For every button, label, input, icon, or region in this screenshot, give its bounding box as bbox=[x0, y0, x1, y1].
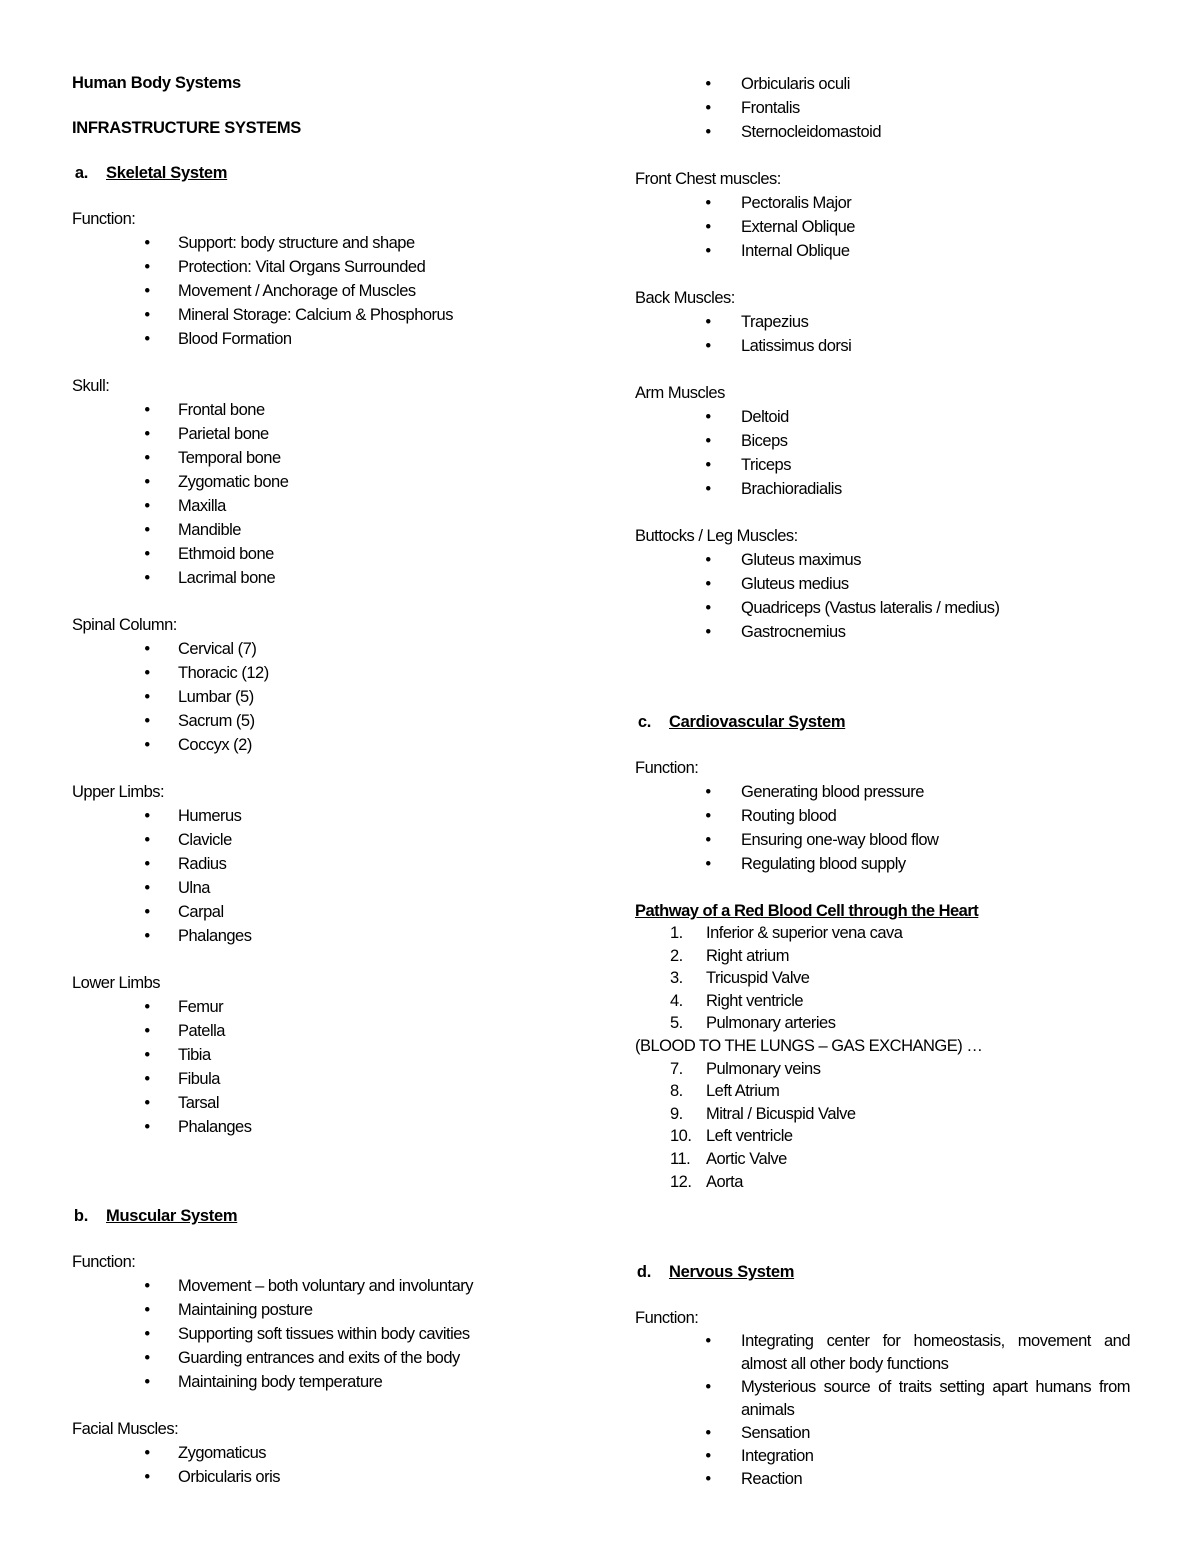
list-item-text: Trapezius bbox=[741, 313, 809, 331]
bullet-icon: • bbox=[144, 664, 150, 682]
bullet-icon: • bbox=[144, 545, 150, 563]
bullet-icon: • bbox=[144, 1046, 150, 1064]
list-item-text: Lacrimal bone bbox=[178, 569, 276, 587]
item-number: 10. bbox=[670, 1127, 692, 1146]
list-item bbox=[72, 900, 592, 924]
numbered-item bbox=[635, 1125, 1130, 1148]
list-item bbox=[72, 1043, 592, 1067]
function-label: Function: bbox=[72, 1253, 136, 1271]
list-item bbox=[635, 828, 1130, 852]
numbered-item bbox=[635, 1148, 1130, 1171]
item-number: 5. bbox=[670, 1014, 683, 1033]
back-muscles-label: Back Muscles: bbox=[635, 289, 735, 307]
bullet-list bbox=[635, 1330, 1130, 1491]
list-item bbox=[635, 239, 1130, 263]
pathway-note: (BLOOD TO THE LUNGS – GAS EXCHANGE) … bbox=[635, 1036, 983, 1055]
section-title: Skeletal System bbox=[106, 164, 228, 182]
section-letter: d. bbox=[636, 1263, 651, 1282]
list-item-text: Gastrocnemius bbox=[741, 623, 846, 641]
function-label: Function: bbox=[72, 210, 136, 228]
list-item bbox=[72, 1346, 592, 1370]
list-item bbox=[72, 1298, 592, 1322]
list-item bbox=[72, 1067, 592, 1091]
list-item-text: External Oblique bbox=[741, 218, 855, 236]
list-item-text: Phalanges bbox=[178, 1118, 252, 1136]
bullet-list bbox=[635, 310, 1130, 358]
bullet-icon: • bbox=[144, 1325, 150, 1343]
bullet-list bbox=[635, 548, 1130, 644]
list-item bbox=[72, 470, 592, 494]
bullet-icon: • bbox=[705, 432, 711, 450]
list-item-text: Generating blood pressure bbox=[741, 783, 924, 801]
bullet-icon: • bbox=[144, 1277, 150, 1295]
list-item bbox=[635, 1376, 1130, 1422]
list-item bbox=[72, 1441, 592, 1465]
list-item-text: Reaction bbox=[741, 1470, 803, 1489]
bullet-icon: • bbox=[705, 575, 711, 593]
list-item bbox=[635, 453, 1130, 477]
list-item-text: Guarding entrances and exits of the body bbox=[178, 1349, 460, 1367]
list-item-text: Mineral Storage: Calcium & Phosphorus bbox=[178, 306, 453, 324]
bullet-icon: • bbox=[144, 497, 150, 515]
item-number: 2. bbox=[670, 946, 683, 965]
bullet-list bbox=[72, 995, 592, 1139]
bullet-icon: • bbox=[705, 456, 711, 474]
list-item-text: Parietal bone bbox=[178, 425, 269, 443]
item-number: 11. bbox=[670, 1149, 691, 1168]
list-item-text: Supporting soft tissues within body cavities bbox=[178, 1325, 470, 1343]
list-item bbox=[72, 661, 592, 685]
list-item-text: Maxilla bbox=[178, 497, 226, 515]
list-item-text: Regulating blood supply bbox=[741, 855, 906, 873]
bullet-list bbox=[72, 231, 592, 351]
list-item bbox=[635, 96, 1130, 120]
item-text: Pulmonary veins bbox=[706, 1059, 821, 1078]
document-subtitle: INFRASTRUCTURE SYSTEMS bbox=[72, 119, 301, 137]
list-item bbox=[72, 422, 592, 446]
list-item bbox=[72, 255, 592, 279]
bullet-icon: • bbox=[144, 1444, 150, 1462]
list-item-text: Mandible bbox=[178, 521, 241, 539]
list-item-text: Zygomatic bone bbox=[178, 473, 289, 491]
numbered-item bbox=[635, 945, 1130, 968]
list-item bbox=[72, 1322, 592, 1346]
list-item-text: Frontalis bbox=[741, 99, 800, 117]
item-number: 12. bbox=[670, 1172, 692, 1191]
item-number: 4. bbox=[670, 991, 683, 1010]
bullet-icon: • bbox=[144, 306, 150, 324]
list-item-text: Gluteus maximus bbox=[741, 551, 861, 569]
list-item-text: Brachioradialis bbox=[741, 480, 842, 498]
bullet-icon: • bbox=[705, 480, 711, 498]
list-item-text: Quadriceps (Vastus lateralis / medius) bbox=[741, 599, 1000, 617]
numbered-list bbox=[635, 1058, 1130, 1194]
list-item bbox=[72, 733, 592, 757]
list-item-text: Maintaining body temperature bbox=[178, 1373, 383, 1391]
list-item bbox=[72, 303, 592, 327]
bullet-list bbox=[635, 405, 1130, 501]
list-item-text: Lumbar (5) bbox=[178, 688, 254, 706]
bullet-list bbox=[635, 780, 1130, 876]
bullet-icon: • bbox=[705, 337, 711, 355]
list-item-text: Support: body structure and shape bbox=[178, 234, 415, 252]
list-item bbox=[72, 1274, 592, 1298]
list-item-text: Movement / Anchorage of Muscles bbox=[178, 282, 416, 300]
item-text: Inferior & superior vena cava bbox=[706, 924, 903, 942]
bullet-icon: • bbox=[705, 1470, 711, 1489]
list-item bbox=[635, 477, 1130, 501]
bullet-icon: • bbox=[705, 242, 711, 260]
list-item bbox=[72, 709, 592, 733]
list-item-text: Ulna bbox=[178, 879, 210, 897]
bullet-icon: • bbox=[705, 807, 711, 825]
item-text: Pulmonary arteries bbox=[706, 1014, 836, 1033]
bullet-list bbox=[72, 398, 592, 590]
bullet-icon: • bbox=[144, 879, 150, 897]
list-item-text: Zygomaticus bbox=[178, 1444, 267, 1462]
list-item bbox=[72, 1465, 592, 1489]
item-text: Right atrium bbox=[706, 946, 789, 965]
numbered-item bbox=[635, 922, 1130, 945]
section-heading-muscular bbox=[72, 1205, 592, 1227]
list-item bbox=[635, 804, 1130, 828]
bullet-icon: • bbox=[144, 831, 150, 849]
bullet-icon: • bbox=[705, 123, 711, 141]
section-letter: c. bbox=[637, 713, 651, 731]
item-number: 8. bbox=[670, 1082, 683, 1101]
item-number: 9. bbox=[670, 1104, 683, 1123]
bullet-list bbox=[72, 804, 592, 948]
list-item bbox=[635, 120, 1130, 144]
list-item-text: Thoracic (12) bbox=[178, 664, 269, 682]
item-text: Left Atrium bbox=[706, 1082, 780, 1101]
list-item bbox=[635, 429, 1130, 453]
document-title: Human Body Systems bbox=[72, 74, 241, 92]
list-item-text: Patella bbox=[178, 1022, 225, 1040]
skull-label: Skull: bbox=[72, 377, 110, 395]
bullet-icon: • bbox=[144, 736, 150, 754]
list-item-text: Integrating center for homeostasis, movement and almost all other body functions bbox=[741, 1332, 1130, 1374]
list-item bbox=[635, 1468, 1130, 1491]
list-item bbox=[72, 1019, 592, 1043]
bullet-icon: • bbox=[705, 99, 711, 117]
arm-muscles-label: Arm Muscles bbox=[635, 384, 725, 402]
list-item bbox=[72, 446, 592, 470]
bullet-icon: • bbox=[705, 599, 711, 617]
list-item-text: Tarsal bbox=[178, 1094, 220, 1112]
list-item bbox=[635, 334, 1130, 358]
bullet-icon: • bbox=[144, 425, 150, 443]
bullet-icon: • bbox=[705, 408, 711, 426]
list-item bbox=[72, 494, 592, 518]
list-item bbox=[72, 804, 592, 828]
list-item bbox=[72, 518, 592, 542]
list-item bbox=[72, 924, 592, 948]
bullet-icon: • bbox=[144, 1022, 150, 1040]
item-number: 7. bbox=[670, 1059, 683, 1078]
section-letter: a. bbox=[74, 164, 88, 182]
list-item bbox=[72, 637, 592, 661]
bullet-icon: • bbox=[705, 1424, 711, 1443]
bullet-icon: • bbox=[144, 1468, 150, 1486]
bullet-icon: • bbox=[144, 640, 150, 658]
numbered-item bbox=[635, 1103, 1130, 1126]
bullet-icon: • bbox=[144, 998, 150, 1016]
list-item-text: Carpal bbox=[178, 903, 224, 921]
list-item bbox=[635, 1422, 1130, 1445]
list-item-text: Coccyx (2) bbox=[178, 736, 252, 754]
bullet-icon: • bbox=[705, 218, 711, 236]
bullet-icon: • bbox=[144, 1094, 150, 1112]
list-item bbox=[72, 828, 592, 852]
list-item bbox=[72, 1091, 592, 1115]
list-item-text: Ensuring one-way blood flow bbox=[741, 831, 939, 849]
bullet-list bbox=[72, 637, 592, 757]
list-item bbox=[635, 548, 1130, 572]
leg-muscles-label: Buttocks / Leg Muscles: bbox=[635, 527, 798, 545]
list-item-text: Ethmoid bone bbox=[178, 545, 274, 563]
bullet-icon: • bbox=[144, 927, 150, 945]
left-column bbox=[72, 72, 592, 1489]
list-item-text: Femur bbox=[178, 998, 224, 1016]
list-item-text: Sensation bbox=[741, 1424, 810, 1443]
bullet-icon: • bbox=[144, 855, 150, 873]
upper-limbs-label: Upper Limbs: bbox=[72, 783, 165, 801]
list-item-text: Humerus bbox=[178, 807, 242, 825]
list-item bbox=[72, 852, 592, 876]
list-item-text: Fibula bbox=[178, 1070, 220, 1088]
list-item-text: Routing blood bbox=[741, 807, 837, 825]
pathway-title: Pathway of a Red Blood Cell through the Heart bbox=[635, 902, 979, 920]
numbered-list bbox=[635, 922, 1130, 1035]
item-text: Tricuspid Valve bbox=[706, 969, 810, 988]
bullet-icon: • bbox=[705, 855, 711, 873]
list-item-text: Tibia bbox=[178, 1046, 211, 1064]
section-title: Muscular System bbox=[106, 1207, 238, 1225]
list-item-text: Integration bbox=[741, 1447, 814, 1466]
bullet-icon: • bbox=[144, 712, 150, 730]
item-text: Aorta bbox=[706, 1172, 743, 1191]
list-item bbox=[72, 566, 592, 590]
list-item-text: Radius bbox=[178, 855, 227, 873]
list-item-text: Orbicularis oculi bbox=[741, 75, 850, 93]
numbered-item bbox=[635, 990, 1130, 1013]
bullet-icon: • bbox=[144, 807, 150, 825]
bullet-icon: • bbox=[144, 569, 150, 587]
bullet-icon: • bbox=[144, 1070, 150, 1088]
list-item bbox=[72, 542, 592, 566]
item-text: Left ventricle bbox=[706, 1127, 793, 1146]
bullet-icon: • bbox=[144, 258, 150, 276]
list-item bbox=[72, 1370, 592, 1394]
list-item bbox=[635, 1330, 1130, 1376]
list-item bbox=[72, 398, 592, 422]
list-item-text: Temporal bone bbox=[178, 449, 281, 467]
bullet-icon: • bbox=[144, 521, 150, 539]
list-item bbox=[635, 191, 1130, 215]
section-heading-cardiovascular bbox=[635, 711, 1130, 733]
bullet-icon: • bbox=[144, 401, 150, 419]
right-column bbox=[635, 72, 1130, 1491]
bullet-icon: • bbox=[144, 449, 150, 467]
numbered-item bbox=[635, 1012, 1130, 1035]
bullet-icon: • bbox=[705, 75, 711, 93]
list-item bbox=[72, 279, 592, 303]
bullet-icon: • bbox=[705, 313, 711, 331]
list-item-text: Triceps bbox=[741, 456, 791, 474]
list-item bbox=[635, 780, 1130, 804]
list-item bbox=[635, 620, 1130, 644]
numbered-item bbox=[635, 1080, 1130, 1103]
list-item bbox=[635, 72, 1130, 96]
section-letter: b. bbox=[73, 1207, 88, 1225]
list-item-text: Biceps bbox=[741, 432, 788, 450]
list-item-text: Clavicle bbox=[178, 831, 232, 849]
list-item bbox=[635, 572, 1130, 596]
bullet-icon: • bbox=[144, 903, 150, 921]
list-item bbox=[72, 995, 592, 1019]
bullet-icon: • bbox=[144, 1301, 150, 1319]
bullet-icon: • bbox=[705, 1378, 711, 1397]
numbered-item bbox=[635, 1058, 1130, 1081]
bullet-icon: • bbox=[144, 234, 150, 252]
lower-limbs-label: Lower Limbs bbox=[72, 974, 161, 992]
list-item bbox=[635, 215, 1130, 239]
list-item-text: Maintaining posture bbox=[178, 1301, 313, 1319]
item-text: Mitral / Bicuspid Valve bbox=[706, 1104, 856, 1123]
chest-muscles-label: Front Chest muscles: bbox=[635, 170, 781, 188]
list-item bbox=[635, 852, 1130, 876]
list-item bbox=[72, 327, 592, 351]
list-item-text: Internal Oblique bbox=[741, 242, 850, 260]
list-item-text: Sacrum (5) bbox=[178, 712, 255, 730]
section-title: Nervous System bbox=[669, 1263, 795, 1282]
section-title: Cardiovascular System bbox=[669, 713, 846, 731]
spinal-column-label: Spinal Column: bbox=[72, 616, 177, 634]
list-item bbox=[635, 596, 1130, 620]
numbered-item bbox=[635, 1171, 1130, 1194]
list-item bbox=[72, 1115, 592, 1139]
bullet-icon: • bbox=[705, 194, 711, 212]
list-item-text: Protection: Vital Organs Surrounded bbox=[178, 258, 426, 276]
section-heading-skeletal bbox=[72, 162, 592, 184]
item-text: Aortic Valve bbox=[706, 1149, 787, 1168]
bullet-list bbox=[72, 1441, 592, 1489]
numbered-item bbox=[635, 967, 1130, 990]
bullet-icon: • bbox=[705, 1332, 711, 1351]
bullet-icon: • bbox=[144, 688, 150, 706]
list-item bbox=[72, 231, 592, 255]
list-item-text: Phalanges bbox=[178, 927, 252, 945]
list-item-text: Orbicularis oris bbox=[178, 1468, 281, 1486]
bullet-list bbox=[635, 191, 1130, 263]
bullet-icon: • bbox=[705, 1447, 711, 1466]
function-label: Function: bbox=[635, 759, 699, 777]
bullet-icon: • bbox=[705, 623, 711, 641]
list-item bbox=[72, 876, 592, 900]
bullet-list bbox=[635, 72, 1130, 144]
bullet-icon: • bbox=[144, 473, 150, 491]
function-label: Function: bbox=[635, 1309, 699, 1328]
bullet-icon: • bbox=[144, 1373, 150, 1391]
item-text: Right ventricle bbox=[706, 991, 804, 1010]
bullet-icon: • bbox=[144, 1118, 150, 1136]
list-item-text: Latissimus dorsi bbox=[741, 337, 852, 355]
list-item bbox=[72, 685, 592, 709]
bullet-list bbox=[72, 1274, 592, 1394]
list-item-text: Gluteus medius bbox=[741, 575, 849, 593]
facial-muscles-label: Facial Muscles: bbox=[72, 1420, 179, 1438]
list-item-text: Deltoid bbox=[741, 408, 789, 426]
list-item-text: Sternocleidomastoid bbox=[741, 123, 881, 141]
list-item-text: Cervical (7) bbox=[178, 640, 257, 658]
list-item-text: Frontal bone bbox=[178, 401, 265, 419]
item-number: 3. bbox=[670, 969, 683, 988]
list-item bbox=[635, 405, 1130, 429]
section-heading-nervous bbox=[635, 1261, 1130, 1283]
list-item-text: Movement – both voluntary and involuntary bbox=[178, 1277, 474, 1295]
bullet-icon: • bbox=[705, 831, 711, 849]
bullet-icon: • bbox=[144, 1349, 150, 1367]
bullet-icon: • bbox=[144, 282, 150, 300]
list-item bbox=[635, 310, 1130, 334]
item-number: 1. bbox=[670, 924, 683, 942]
bullet-icon: • bbox=[705, 783, 711, 801]
list-item-text: Pectoralis Major bbox=[741, 194, 852, 212]
bullet-icon: • bbox=[144, 330, 150, 348]
list-item bbox=[635, 1445, 1130, 1468]
bullet-icon: • bbox=[705, 551, 711, 569]
list-item-text: Blood Formation bbox=[178, 330, 292, 348]
list-item-text: Mysterious source of traits setting apart humans from animals bbox=[741, 1378, 1130, 1420]
